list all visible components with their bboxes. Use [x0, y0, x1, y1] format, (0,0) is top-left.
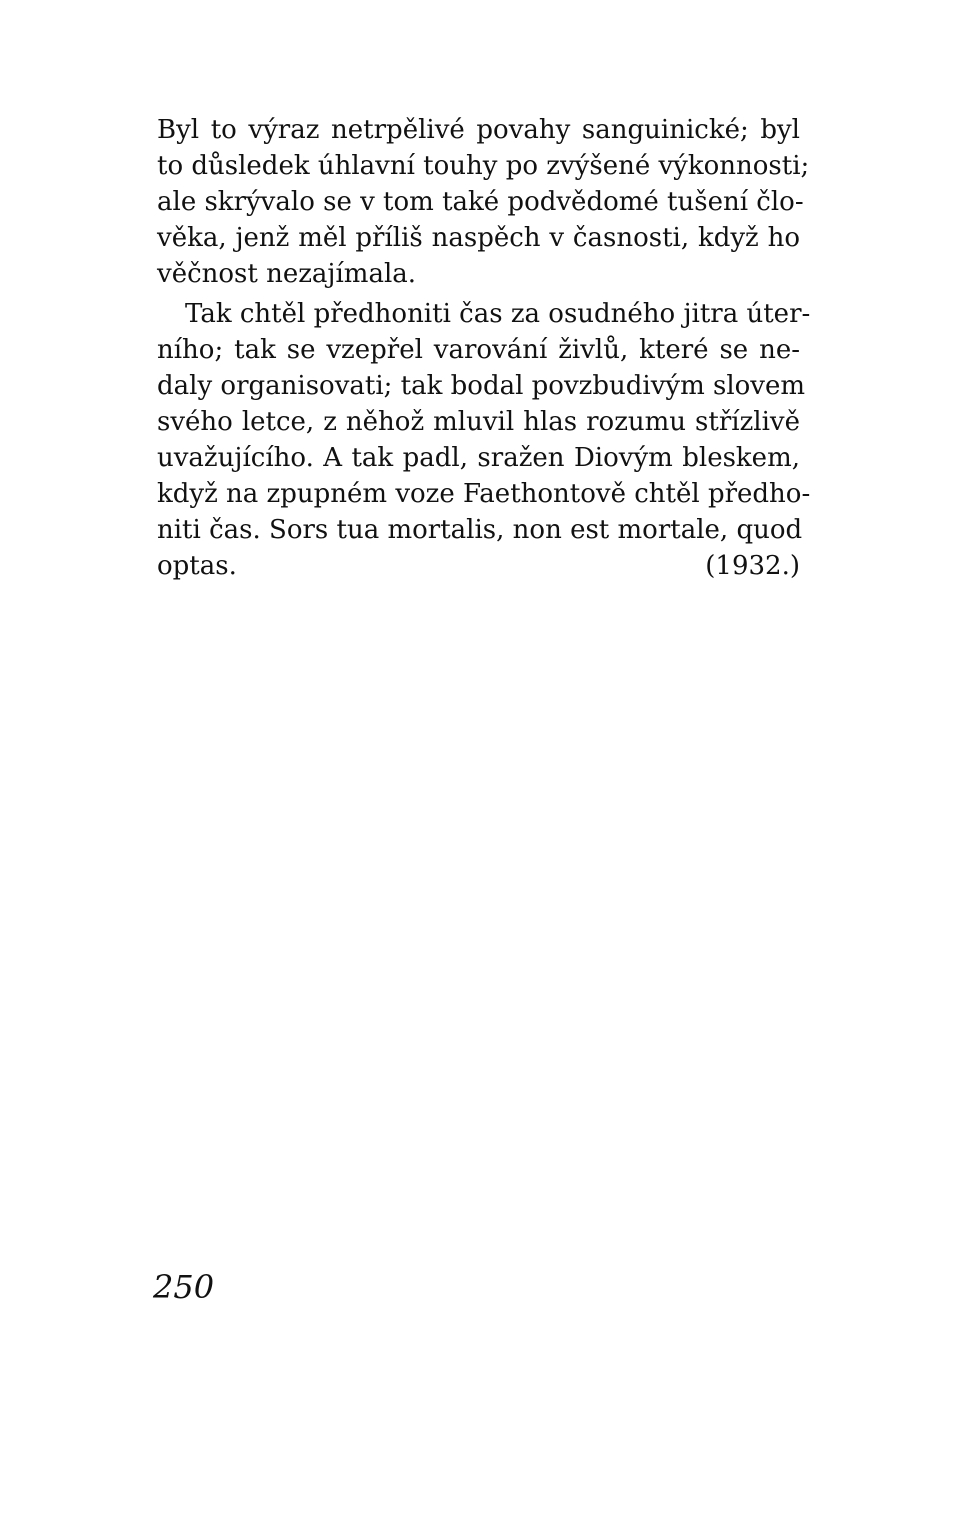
text-line: Tak chtěl předhoniti čas za osudného jitra úter- [185, 299, 811, 329]
text-line: když na zpupném voze Faethontově chtěl předho- [157, 479, 811, 509]
text-line: daly organisovati; tak bodal povzbudivým slovem [157, 371, 806, 401]
paragraph-2 [157, 296, 811, 584]
text-line: věka, jenž měl příliš naspěch v časnosti, když ho [157, 223, 800, 253]
final-word: optas. [157, 551, 237, 581]
text-line: niti čas. Sors tua mortalis, non est mortale, quod [157, 515, 803, 545]
body-text [157, 112, 811, 584]
paragraph-1 [157, 112, 810, 292]
text-line: ale skrývalo se v tom také podvědomé tušení člo- [157, 187, 804, 217]
text-line: Byl to výraz netrpělivé povahy sanguinické; byl [157, 115, 800, 145]
text-line: to důsledek úhlavní touhy po zvýšené výkonnosti; [157, 151, 810, 181]
date-note: (1932.) [705, 551, 800, 581]
page-number: 250 [153, 1268, 215, 1306]
final-line [157, 548, 800, 584]
text-line: ního; tak se vzepřel varování živlů, které se ne- [157, 335, 800, 365]
text-line: věčnost nezajímala. [157, 259, 417, 289]
text-line: svého letce, z něhož mluvil hlas rozumu střízlivě [157, 407, 800, 437]
text-line: uvažujícího. A tak padl, sražen Diovým bleskem, [157, 443, 800, 473]
